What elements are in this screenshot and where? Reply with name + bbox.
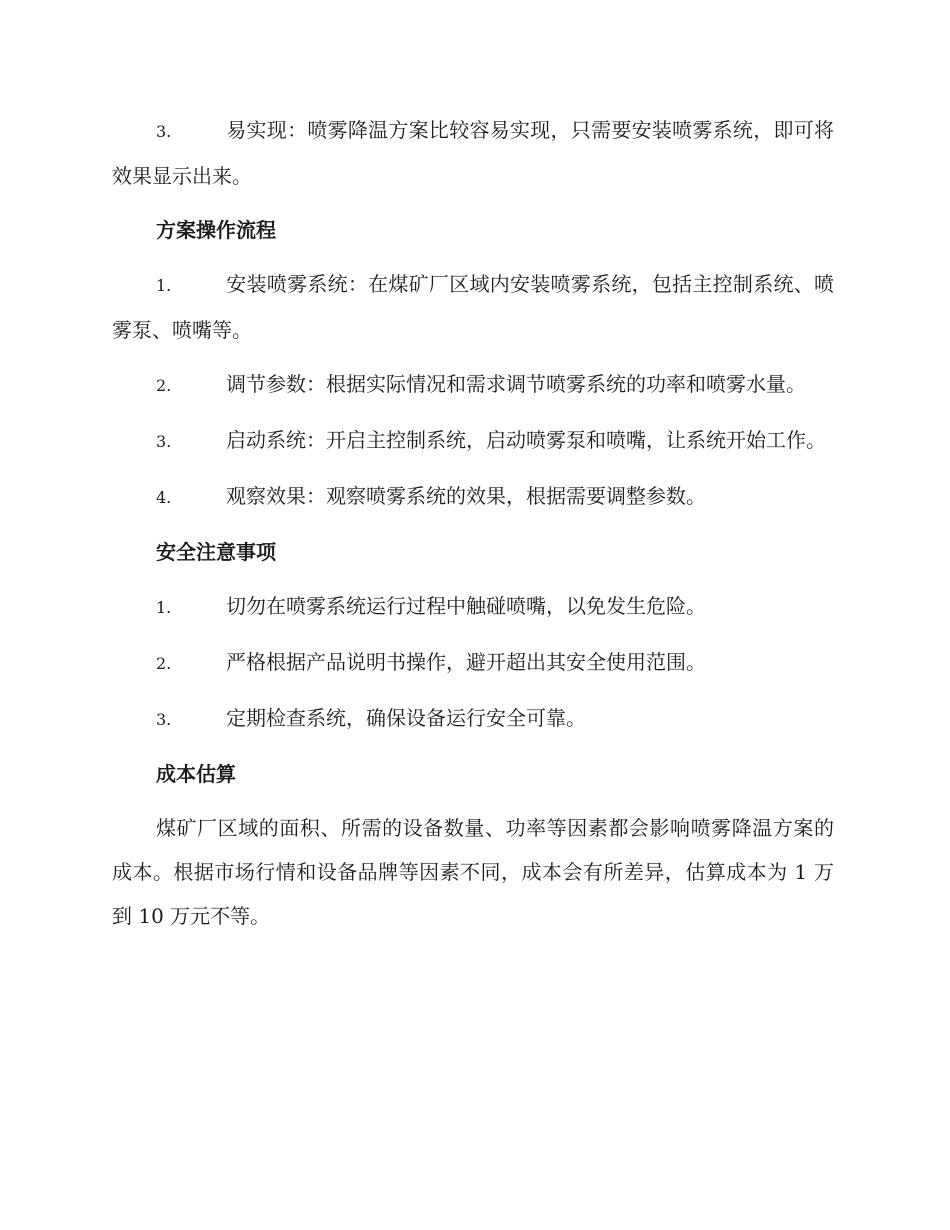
list-text: 调节参数：根据实际情况和需求调节喷雾系统的功率和喷雾水量。 [226, 372, 806, 396]
list-text: 观察效果：观察喷雾系统的效果，根据需要调整参数。 [226, 484, 706, 508]
list-number: 2. [156, 376, 172, 395]
list-item [112, 262, 834, 352]
list-item [112, 696, 834, 742]
cost-paragraph: 煤矿厂区域的面积、所需的设备数量、功率等因素都会影响喷雾降温方案的成本。根据市场行情和设备品牌等因素不同，成本会有所差异，估算成本为 1 万到 10 万元不等。 [112, 816, 834, 928]
list-text: 安装喷雾系统：在煤矿厂区域内安装喷雾系统，包括主控制系统、喷雾泵、喷嘴等。 [112, 272, 834, 342]
list-item [112, 418, 834, 464]
list-number: 3. [156, 710, 172, 729]
list-text: 启动系统：开启主控制系统，启动喷雾泵和喷嘴，让系统开始工作。 [226, 428, 826, 452]
list-text: 严格根据产品说明书操作，避开超出其安全使用范围。 [226, 650, 706, 674]
document-content [112, 108, 834, 938]
list-text: 易实现：喷雾降温方案比较容易实现，只需要安装喷雾系统，即可将效果显示出来。 [112, 118, 834, 188]
list-item [112, 474, 834, 520]
list-number: 1. [156, 276, 172, 295]
list-text: 定期检查系统，确保设备运行安全可靠。 [226, 706, 586, 730]
list-text: 切勿在喷雾系统运行过程中触碰喷嘴，以免发生危险。 [226, 594, 706, 618]
list-item [112, 108, 834, 198]
list-number: 4. [156, 488, 172, 507]
list-number: 3. [156, 122, 172, 141]
section-heading-cost: 成本估算 [156, 762, 236, 786]
list-number: 1. [156, 598, 172, 617]
list-number: 2. [156, 654, 172, 673]
list-number: 3. [156, 432, 172, 451]
section-heading-safety: 安全注意事项 [156, 540, 276, 564]
section-heading-operation: 方案操作流程 [156, 218, 276, 242]
list-item [112, 640, 834, 686]
list-item [112, 362, 834, 408]
list-item [112, 584, 834, 630]
